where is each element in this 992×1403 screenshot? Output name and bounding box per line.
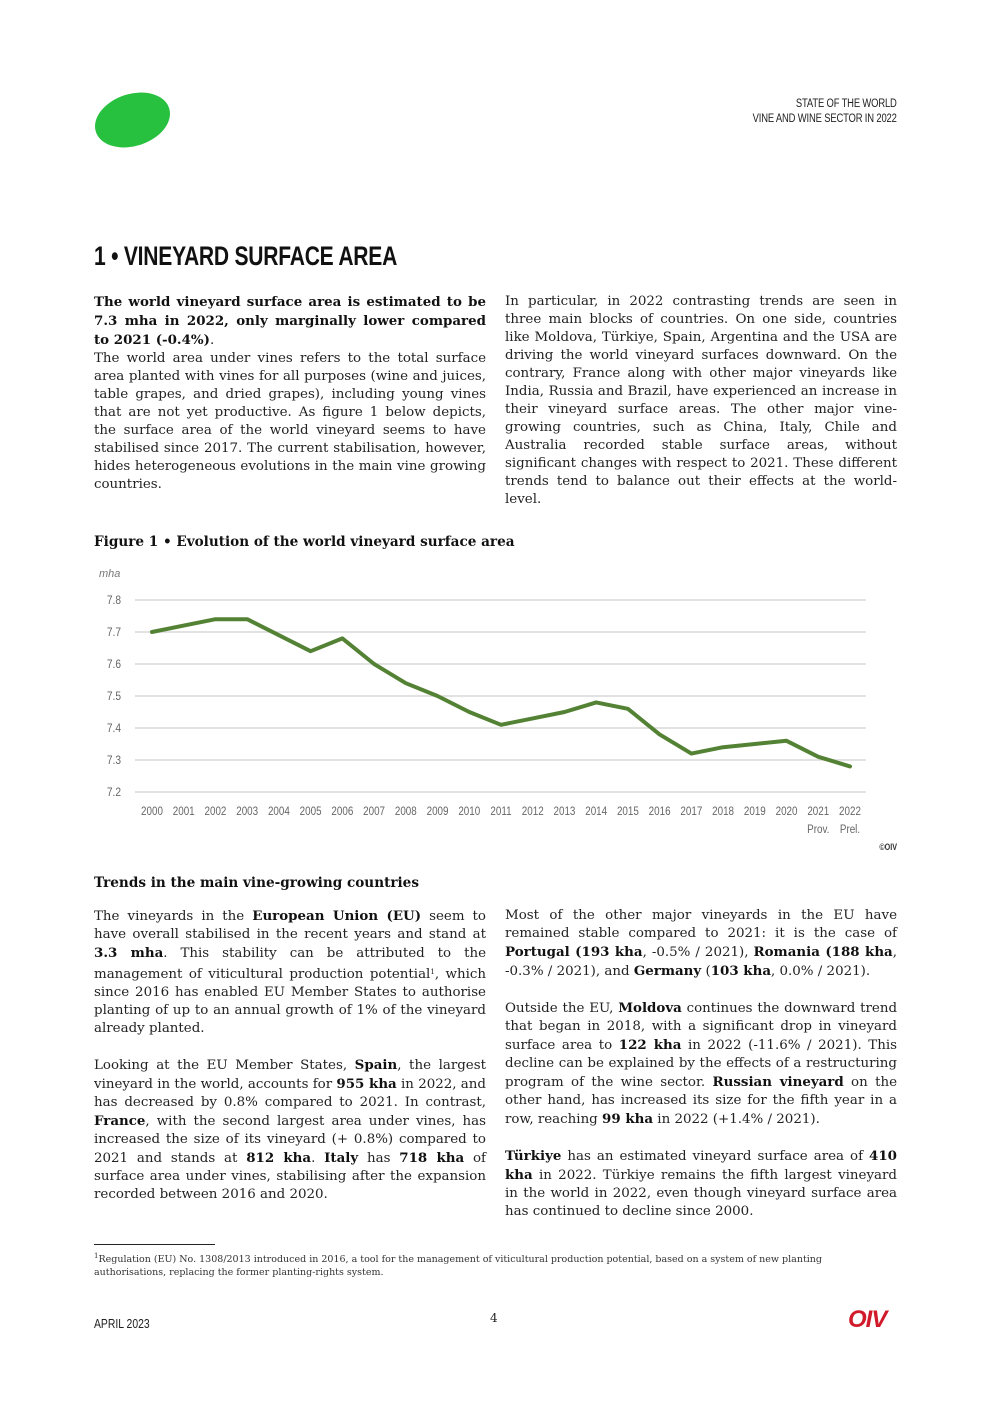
trends-left-paragraph-2 [94, 1056, 486, 1204]
intro-lead [94, 293, 486, 350]
text: , the largest vineyard in the world, accounts for [94, 1058, 486, 1092]
x-tick-label: 2019 [743, 805, 766, 819]
trends-left-paragraph-1 [94, 907, 486, 1038]
text: The vineyards in the [94, 909, 253, 924]
text: seem to have overall stabilised in the recent years and stand at [94, 909, 486, 942]
x-tick-label: 2008 [394, 805, 417, 819]
text: in 2022 (+1.4% / 2021). [653, 1112, 820, 1127]
header-line-1: STATE OF THE WORLD [796, 98, 897, 110]
bold-text: Spain [354, 1057, 398, 1073]
x-tick-label: 2015 [616, 805, 639, 819]
text: ( [701, 964, 711, 979]
text: continues the downward trend that began in 2018, with a significant drop in vineyard surface area to [505, 1001, 898, 1053]
text: Looking at the EU Member States, [94, 1058, 355, 1073]
footnote [94, 1250, 894, 1279]
intro-body: The world area under vines refers to the total surface area planted with vines for all purposes (wine and juices, table grapes, and dried grapes), including young vines that are not yet productive. As figure 1 below depicts, the surface area of the world vineyard seems to have stabilised since 2017. The current stabilisation, however, hides heterogeneous evolutions in the main vine growing countries. [94, 351, 486, 492]
bold-text: 99 kha [602, 1111, 654, 1127]
intro-right-body: In particular, in 2022 contrasting trends are seen in three main blocks of countries. On one side, countries like Moldova, Türkiye, Spain, Argentina and the USA are driving the world vineyard surfaces downward. On the contrary, France along with other major vineyards like India, Russia and Brazil, have experienced an increase in their vineyard surface areas. The other major vine-growing countries, such as China, Italy, Chile and Australia recorded stable surface areas, without significant changes with respect to 2021. These different trends tend to balance out their effects at the world-level. [505, 294, 897, 507]
x-tick-label: 2002 [204, 805, 227, 819]
x-tick-label: 2021 [807, 805, 830, 819]
y-axis-unit-label: mha [99, 568, 121, 580]
bold-text: European Union (EU) [252, 908, 422, 924]
oiv-logo: OIV [848, 1306, 887, 1333]
text: , 0.0% / 2021). [771, 964, 871, 979]
text: in 2022. Türkiye remains the fifth largest vineyard in the world in 2022, even though vineyard surface area has continued to decline since 2000. [505, 1168, 897, 1219]
bold-text: ( [819, 944, 832, 960]
x-tick-label: 2003 [236, 805, 259, 819]
trends-right-paragraph-2 [505, 999, 897, 1129]
text: has [358, 1151, 400, 1166]
x-tick-label: 2020 [775, 805, 798, 819]
bold-text: Romania [753, 944, 820, 960]
bold-text: 188 kha [831, 944, 893, 960]
y-tick-label: 7.3 [106, 754, 121, 768]
x-tick-label: 2017 [680, 805, 703, 819]
bold-text: 812 kha [246, 1150, 312, 1166]
footnote-text: Regulation (EU) No. 1308/2013 introduced in 2016, a tool for the management of viticultural production potential, based on a system of new planting authorisations, replacing the former planting-rights system. [94, 1254, 822, 1278]
x-tick-label: 2007 [363, 805, 386, 819]
footnote-divider [94, 1244, 215, 1245]
bold-text: 193 kha [581, 944, 643, 960]
text: on the other hand, has increased its size for the fifth year in a row, reaching [505, 1075, 897, 1127]
trends-right-paragraph-3 [505, 1147, 897, 1221]
intro-lead-tail: . [209, 333, 215, 348]
footnote-marker: 1 [94, 1252, 99, 1260]
x-tick-label: 2009 [426, 805, 449, 819]
x-tick-label: 2000 [141, 805, 163, 819]
trends-right-paragraph-1 [505, 907, 897, 981]
series-line [152, 619, 850, 766]
y-tick-label: 7.5 [106, 690, 121, 704]
line-chart [94, 560, 906, 860]
text: , with the second largest area under vines, has increased the size of its vineyard (+ 0.8%) compared to 2021 and stands at [94, 1114, 486, 1166]
bold-text: 122 kha [618, 1037, 682, 1053]
bold-text: 410 kha [505, 1148, 897, 1183]
bold-text: ( [569, 944, 582, 960]
intro-left-column [94, 293, 486, 494]
intro-right-column [505, 293, 897, 509]
bold-text: 955 kha [336, 1076, 397, 1092]
x-tick-label: 2001 [172, 805, 195, 819]
bold-text: Moldova [618, 1000, 682, 1016]
bold-text: Germany [633, 963, 702, 979]
chart-credit: ©OIV [879, 842, 897, 853]
text: , which since 2016 has enabled EU Member States to authorise planting of up to an annual growth of 1% of the vineyard already planted. [94, 967, 486, 1036]
text: . [311, 1151, 325, 1166]
bold-text: Türkiye [505, 1148, 562, 1164]
y-tick-label: 7.8 [106, 594, 121, 608]
running-header [753, 97, 897, 127]
text: . This stability can be attributed to the management of viticultural production potential [94, 946, 487, 982]
y-tick-label: 7.6 [106, 658, 121, 672]
x-tick-label: 2006 [331, 805, 354, 819]
text: has an estimated vineyard surface area of [561, 1149, 870, 1164]
x-tick-label: 2013 [553, 805, 576, 819]
green-logo-shape [88, 83, 177, 156]
x-tick-label: 2012 [521, 805, 544, 819]
x-tick-sublabel: Prov. [807, 823, 830, 837]
page-number: 4 [490, 1311, 498, 1325]
trends-heading: Trends in the main vine-growing countries [94, 875, 419, 891]
x-tick-label: 2016 [648, 805, 671, 819]
bold-text: 103 kha [710, 963, 771, 979]
x-tick-label: 2010 [458, 805, 481, 819]
bold-text: France [94, 1113, 146, 1129]
text: in 2022 (-11.6% / 2021). This decline can be explained by the effects of a restructuring program of the wine sector. [505, 1038, 897, 1090]
intro-lead-bold: The world vineyard surface area is estimated to be 7.3 mha in 2022, only marginally lower compared to 2021 (-0.4%) [94, 294, 486, 348]
text: Outside the EU, [505, 1001, 619, 1016]
y-tick-label: 7.4 [106, 722, 121, 736]
section-title: 1 • VINEYARD SURFACE AREA [94, 241, 398, 271]
y-tick-label: 7.7 [106, 626, 121, 640]
y-tick-label: 7.2 [106, 786, 121, 800]
chart-canvas [94, 560, 906, 860]
x-tick-label: 2004 [267, 805, 290, 819]
x-tick-label: 2011 [490, 805, 512, 819]
bold-text: 718 kha [399, 1150, 465, 1166]
trends-left-column [94, 907, 486, 1204]
x-tick-label: 2018 [712, 805, 735, 819]
text: Most of the other major vineyards in the EU have remained stable compared to 2021: it is the case of [505, 908, 897, 941]
bold-text: Russian vineyard [712, 1074, 844, 1090]
bold-text: Portugal [505, 944, 570, 960]
x-tick-label: 2022 [839, 805, 861, 819]
bold-text: Italy [324, 1150, 359, 1166]
x-tick-label: 2005 [299, 805, 322, 819]
figure-title: Figure 1 • Evolution of the world vineyard surface area [94, 534, 515, 550]
header-line-2: VINE AND WINE SECTOR IN 2022 [752, 113, 897, 125]
x-tick-sublabel: Prel. [839, 823, 861, 837]
footer-date: APRIL 2023 [94, 1316, 150, 1331]
text: of surface area under vines, stabilising after the expansion recorded between 2016 and 2020. [94, 1151, 486, 1202]
trends-right-column [505, 907, 897, 1221]
text: , -0.3% / 2021), and [505, 945, 897, 979]
x-tick-label: 2014 [585, 805, 608, 819]
footnote-ref[interactable]: 1 [430, 968, 435, 976]
text: , -0.5% / 2021), [642, 945, 754, 960]
bold-text: 3.3 mha [94, 945, 164, 961]
text: in 2022, and has decreased by 0.8% compared to 2021. In contrast, [94, 1077, 486, 1110]
